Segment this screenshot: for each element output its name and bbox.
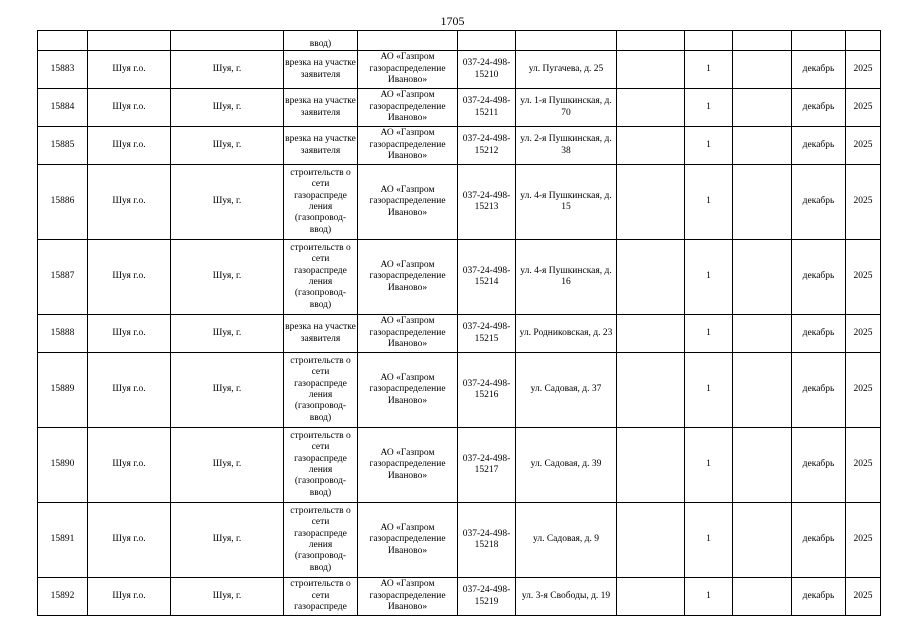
empty-cell bbox=[617, 578, 685, 616]
month-cell: декабрь bbox=[792, 127, 846, 165]
organization-cell: АО «Газпром газораспределение Иваново» bbox=[358, 503, 458, 578]
quantity-cell: 1 bbox=[685, 127, 733, 165]
locality-cell: Шуя, г. bbox=[171, 127, 284, 165]
quantity-cell: 1 bbox=[685, 578, 733, 616]
quantity-cell: 1 bbox=[685, 315, 733, 353]
year-cell: 2025 bbox=[846, 503, 881, 578]
empty-cell bbox=[617, 127, 685, 165]
district-cell: Шуя г.о. bbox=[88, 578, 171, 616]
work-type-cell: строительств о сети газораспреде ления (газопровод-ввод) bbox=[284, 165, 358, 240]
address-cell: ул. 4-я Пушкинская, д. 15 bbox=[516, 165, 617, 240]
gasification-table bbox=[37, 30, 881, 616]
year-cell: 2025 bbox=[846, 165, 881, 240]
district-cell: Шуя г.о. bbox=[88, 89, 171, 127]
row-number-cell: 15892 bbox=[38, 578, 88, 616]
address-cell: ул. 4-я Пушкинская, д. 16 bbox=[516, 240, 617, 315]
quantity-cell: 1 bbox=[685, 240, 733, 315]
address-cell: ул. Садовая, д. 39 bbox=[516, 428, 617, 503]
locality-cell: Шуя, г. bbox=[171, 240, 284, 315]
code-cell: 037-24-498-15217 bbox=[458, 428, 516, 503]
organization-cell: АО «Газпром газораспределение Иваново» bbox=[358, 127, 458, 165]
address-cell: ул. 1-я Пушкинская, д. 70 bbox=[516, 89, 617, 127]
empty-cell bbox=[617, 165, 685, 240]
row-number-cell: 15888 bbox=[38, 315, 88, 353]
row-number-cell: 15883 bbox=[38, 51, 88, 89]
year-cell: 2025 bbox=[846, 578, 881, 616]
year-cell: 2025 bbox=[846, 315, 881, 353]
row-number-cell: 15884 bbox=[38, 89, 88, 127]
organization-cell: АО «Газпром газораспределение Иваново» bbox=[358, 89, 458, 127]
row-number-cell: 15891 bbox=[38, 503, 88, 578]
locality-cell: Шуя, г. bbox=[171, 89, 284, 127]
table-row bbox=[38, 353, 881, 428]
locality-cell: Шуя, г. bbox=[171, 503, 284, 578]
district-cell: Шуя г.о. bbox=[88, 165, 171, 240]
year-cell: 2025 bbox=[846, 240, 881, 315]
month-cell: декабрь bbox=[792, 503, 846, 578]
code-cell: 037-24-498-15210 bbox=[458, 51, 516, 89]
work-type-cell: строительств о сети газораспреде ления (газопровод-ввод) bbox=[284, 240, 358, 315]
district-cell: Шуя г.о. bbox=[88, 315, 171, 353]
empty-cell bbox=[733, 51, 792, 89]
page-number: 1705 bbox=[440, 14, 465, 28]
table-row bbox=[38, 165, 881, 240]
month-cell: декабрь bbox=[792, 428, 846, 503]
address-cell: ул. 2-я Пушкинская, д. 38 bbox=[516, 127, 617, 165]
empty-cell bbox=[617, 315, 685, 353]
year-cell: 2025 bbox=[846, 89, 881, 127]
address-cell: ул. 3-я Свободы, д. 19 bbox=[516, 578, 617, 616]
address-cell: ул. Садовая, д. 37 bbox=[516, 353, 617, 428]
empty-cell bbox=[733, 89, 792, 127]
work-type-cell: строительств о сети газораспреде ления (газопровод-ввод) bbox=[284, 428, 358, 503]
month-cell: декабрь bbox=[792, 89, 846, 127]
empty-cell bbox=[617, 51, 685, 89]
year-cell: 2025 bbox=[846, 51, 881, 89]
code-cell: 037-24-498-15212 bbox=[458, 127, 516, 165]
quantity-cell: 1 bbox=[685, 428, 733, 503]
month-cell: декабрь bbox=[792, 165, 846, 240]
work-type-cell: врезка на участке заявителя bbox=[284, 315, 358, 353]
code-cell: 037-24-498-15216 bbox=[458, 353, 516, 428]
district-cell: Шуя г.о. bbox=[88, 503, 171, 578]
organization-cell: АО «Газпром газораспределение Иваново» bbox=[358, 165, 458, 240]
empty-cell bbox=[617, 503, 685, 578]
row-number-cell: 15885 bbox=[38, 127, 88, 165]
locality-cell: Шуя, г. bbox=[171, 353, 284, 428]
empty-cell bbox=[617, 353, 685, 428]
locality-cell: Шуя, г. bbox=[171, 51, 284, 89]
district-cell: Шуя г.о. bbox=[88, 428, 171, 503]
work-type-cell: строительств о сети газораспреде ления (газопровод-ввод) bbox=[284, 503, 358, 578]
table-row bbox=[38, 315, 881, 353]
address-cell: ул. Пугачева, д. 25 bbox=[516, 51, 617, 89]
locality-cell: Шуя, г. bbox=[171, 315, 284, 353]
locality-cell: Шуя, г. bbox=[171, 165, 284, 240]
organization-cell: АО «Газпром газораспределение Иваново» bbox=[358, 353, 458, 428]
quantity-cell: 1 bbox=[685, 353, 733, 428]
empty-cell bbox=[733, 428, 792, 503]
month-cell: декабрь bbox=[792, 51, 846, 89]
work-type-cell: врезка на участке заявителя bbox=[284, 89, 358, 127]
year-cell: 2025 bbox=[846, 428, 881, 503]
work-type-cell: строительств о сети газораспреде ления (газопровод-ввод) bbox=[284, 353, 358, 428]
empty-cell bbox=[617, 89, 685, 127]
code-cell: 037-24-498-15215 bbox=[458, 315, 516, 353]
empty-cell bbox=[733, 240, 792, 315]
district-cell: Шуя г.о. bbox=[88, 127, 171, 165]
row-number-cell: 15890 bbox=[38, 428, 88, 503]
work-type-cell: строительств о сети газораспреде bbox=[284, 578, 358, 616]
table-row bbox=[38, 240, 881, 315]
table-row bbox=[38, 578, 881, 616]
organization-cell: АО «Газпром газораспределение Иваново» bbox=[358, 578, 458, 616]
organization-cell: АО «Газпром газораспределение Иваново» bbox=[358, 428, 458, 503]
empty-cell bbox=[733, 127, 792, 165]
empty-cell bbox=[733, 353, 792, 428]
empty-cell bbox=[617, 240, 685, 315]
organization-cell: АО «Газпром газораспределение Иваново» bbox=[358, 315, 458, 353]
year-cell: 2025 bbox=[846, 353, 881, 428]
row-number-cell: 15887 bbox=[38, 240, 88, 315]
work-type-cell: врезка на участке заявителя bbox=[284, 127, 358, 165]
row-number-cell: 15886 bbox=[38, 165, 88, 240]
locality-cell: Шуя, г. bbox=[171, 428, 284, 503]
quantity-cell: 1 bbox=[685, 165, 733, 240]
organization-cell: АО «Газпром газораспределение Иваново» bbox=[358, 240, 458, 315]
quantity-cell: 1 bbox=[685, 51, 733, 89]
code-cell: 037-24-498-15214 bbox=[458, 240, 516, 315]
locality-cell: Шуя, г. bbox=[171, 578, 284, 616]
continued-work-cell: ввод) bbox=[284, 31, 358, 51]
table-row bbox=[38, 428, 881, 503]
table-row bbox=[38, 503, 881, 578]
table-row bbox=[38, 127, 881, 165]
district-cell: Шуя г.о. bbox=[88, 240, 171, 315]
district-cell: Шуя г.о. bbox=[88, 51, 171, 89]
empty-cell bbox=[733, 503, 792, 578]
month-cell: декабрь bbox=[792, 578, 846, 616]
work-type-cell: врезка на участке заявителя bbox=[284, 51, 358, 89]
row-number-cell: 15889 bbox=[38, 353, 88, 428]
table-row bbox=[38, 89, 881, 127]
code-cell: 037-24-498-15218 bbox=[458, 503, 516, 578]
table-row bbox=[38, 51, 881, 89]
empty-cell bbox=[733, 165, 792, 240]
quantity-cell: 1 bbox=[685, 89, 733, 127]
address-cell: ул. Садовая, д. 9 bbox=[516, 503, 617, 578]
quantity-cell: 1 bbox=[685, 503, 733, 578]
code-cell: 037-24-498-15211 bbox=[458, 89, 516, 127]
code-cell: 037-24-498-15219 bbox=[458, 578, 516, 616]
code-cell: 037-24-498-15213 bbox=[458, 165, 516, 240]
empty-cell bbox=[617, 428, 685, 503]
month-cell: декабрь bbox=[792, 315, 846, 353]
organization-cell: АО «Газпром газораспределение Иваново» bbox=[358, 51, 458, 89]
month-cell: декабрь bbox=[792, 240, 846, 315]
district-cell: Шуя г.о. bbox=[88, 353, 171, 428]
empty-cell bbox=[733, 315, 792, 353]
empty-cell bbox=[733, 578, 792, 616]
continued-row bbox=[38, 31, 881, 51]
year-cell: 2025 bbox=[846, 127, 881, 165]
month-cell: декабрь bbox=[792, 353, 846, 428]
address-cell: ул. Родниковская, д. 23 bbox=[516, 315, 617, 353]
